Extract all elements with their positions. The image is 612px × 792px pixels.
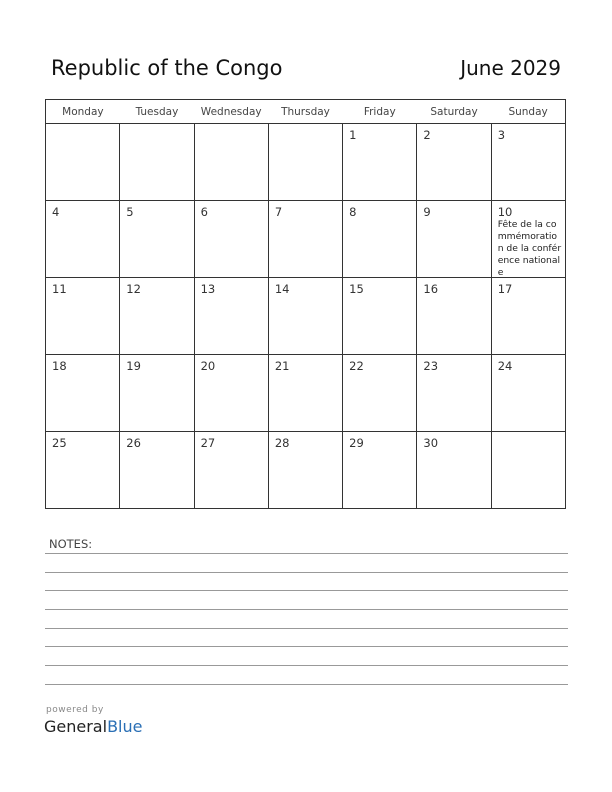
day-number: 8 [349,205,357,219]
day-number: 25 [52,436,67,450]
calendar-day-cell [491,124,565,201]
day-number: 16 [423,282,439,296]
weekday-header-row [46,100,566,124]
notes-label: NOTES: [49,537,93,551]
calendar-day-cell [46,432,120,509]
calendar-day-cell [491,432,565,509]
weekday-header: Thursday [268,100,342,124]
calendar-week-row [46,124,566,201]
calendar-day-cell [120,432,194,509]
notes-line [45,646,568,647]
calendar-day-cell [417,124,491,201]
day-number: 1 [349,128,357,142]
day-number: 23 [423,359,439,373]
weekday-header: Monday [46,100,120,124]
notes-line [45,628,568,629]
calendar-day-cell [343,201,417,278]
calendar-day-cell [268,355,342,432]
calendar-day-cell [46,355,120,432]
day-number: 5 [126,205,134,219]
day-number: 10 [497,205,513,219]
calendar-day-cell [343,278,417,355]
calendar-day-cell [120,278,194,355]
day-number: 28 [274,436,290,450]
notes-line [45,684,568,685]
day-number: 21 [274,359,290,373]
brand-blue: Blue [107,717,143,736]
calendar-month: June 2029 [460,56,561,80]
calendar-day-cell [268,432,342,509]
calendar-day-cell [46,278,120,355]
day-number: 19 [126,359,141,373]
day-number: 20 [200,359,216,373]
calendar-day-cell [194,355,268,432]
day-number: 18 [52,359,67,373]
calendar-day-cell [268,278,342,355]
calendar-day-cell [194,201,268,278]
calendar-day-cell [491,278,565,355]
notes-line [45,609,568,610]
calendar-day-cell [120,124,194,201]
day-number: 14 [274,282,290,296]
calendar-week-row [46,355,566,432]
weekday-header: Sunday [491,100,565,124]
day-number: 24 [497,359,513,373]
calendar-day-cell [417,355,491,432]
weekday-header: Tuesday [120,100,194,124]
day-number: 15 [349,282,364,296]
day-number: 17 [497,282,513,296]
calendar-day-cell [194,124,268,201]
calendar-day-cell [417,432,491,509]
weekday-header: Wednesday [194,100,268,124]
calendar-day-cell [46,201,120,278]
notes-line [45,665,568,666]
day-number: 12 [126,282,141,296]
calendar-day-cell [417,278,491,355]
brand-general: General [44,717,108,736]
day-number: 2 [423,128,431,142]
notes-line [45,553,568,554]
weekday-header: Saturday [417,100,491,124]
day-number: 6 [200,205,208,219]
calendar-day-cell [417,201,491,278]
calendar-week-row [46,201,566,278]
day-number: 13 [200,282,216,296]
day-number: 3 [497,128,506,142]
powered-by-text: powered by [46,705,104,715]
day-number: 27 [200,436,216,450]
brand-logo [44,717,142,736]
day-number: 30 [423,436,439,450]
calendar-day-cell [194,278,268,355]
day-number: 11 [52,282,67,296]
calendar-day-cell [120,355,194,432]
notes-line [45,572,568,573]
calendar-week-row [46,432,566,509]
day-number: 29 [349,436,364,450]
calendar-day-cell [268,201,342,278]
calendar-day-cell [194,432,268,509]
calendar-day-cell [343,432,417,509]
holiday-event: Fête de la commémoration de la conférence nationale [497,219,562,278]
day-number: 4 [52,205,60,219]
calendar-day-cell [491,201,565,278]
calendar-day-cell [46,124,120,201]
notes-line [45,590,568,591]
day-number: 26 [126,436,141,450]
calendar-title: Republic of the Congo [51,56,283,80]
calendar-day-cell [343,124,417,201]
calendar-day-cell [268,124,342,201]
calendar-week-row [46,278,566,355]
day-number: 22 [349,359,364,373]
calendar-day-cell [120,201,194,278]
day-number: 9 [423,205,431,219]
calendar-day-cell [491,355,565,432]
calendar-grid [45,99,566,509]
weekday-header: Friday [343,100,417,124]
day-number: 7 [274,205,283,219]
calendar-day-cell [343,355,417,432]
